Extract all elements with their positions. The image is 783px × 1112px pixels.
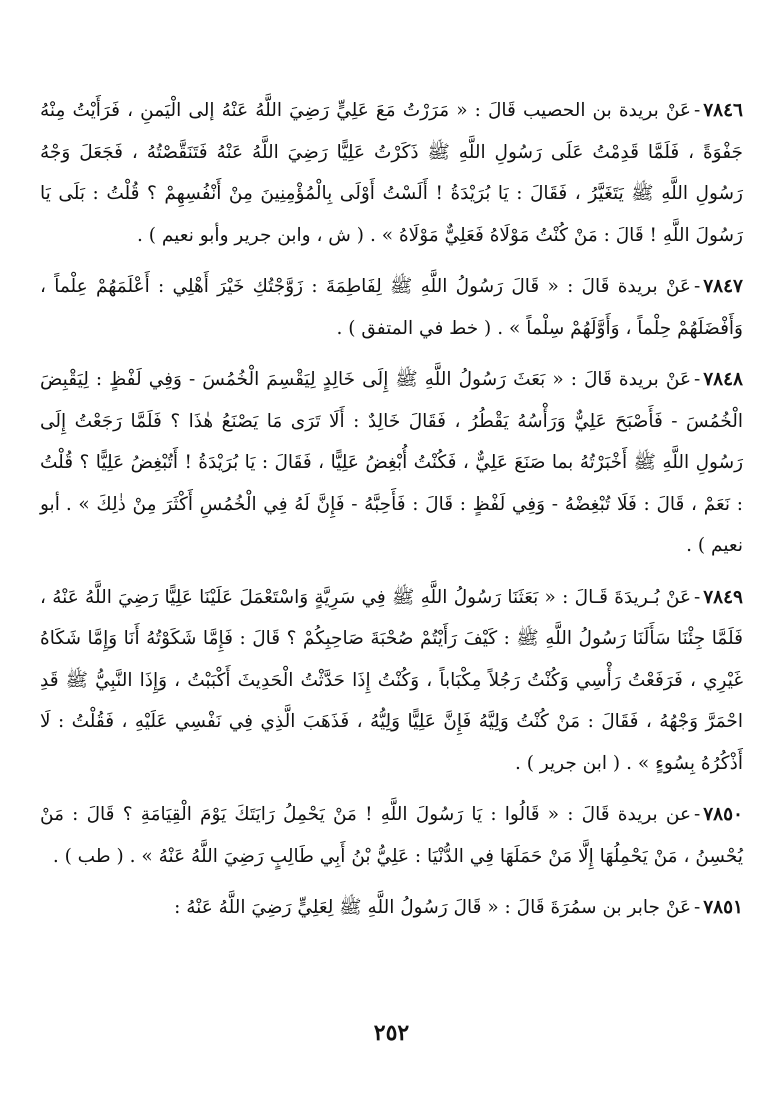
hadith-number: ٧٨٤٦ bbox=[703, 100, 743, 121]
hadith-7847 bbox=[40, 266, 743, 349]
hadith-number: ٧٨٤٨ bbox=[703, 369, 743, 390]
page-body bbox=[40, 90, 743, 939]
hadith-number: ٧٨٥١ bbox=[703, 897, 743, 918]
hadith-number: ٧٨٤٩ bbox=[703, 586, 743, 608]
dash-separator: - bbox=[693, 586, 701, 608]
hadith-number: ٧٨٥٠ bbox=[703, 804, 743, 825]
hadith-7849 bbox=[40, 577, 743, 785]
hadith-source: أبو نعيم ) . bbox=[40, 493, 743, 556]
dash-separator: - bbox=[693, 897, 701, 918]
page-number: ٢٥٢ bbox=[373, 1020, 410, 1046]
dash-separator: - bbox=[693, 100, 701, 121]
hadith-text: عَنْ جابر بن سمُرَةَ قَالَ : « قَالَ رَسُولُ اللَّهِ ﷺ لِعَلِيٍّ رَضِيَ اللَّهُ عَنْهُ : bbox=[174, 897, 691, 918]
hadith-source: ( طب ) . bbox=[52, 845, 124, 867]
hadith-text: عَنْ بريدة قَالَ : « قَالَ رَسُولُ اللَّهِ ﷺ لِفَاطِمَةَ : زَوَّجْتُكِ خَيْرَ أَهْلِي : أَعْلَمَهُمْ عِلْماً ، وَأَفْضَلَهُمْ حِلْماً ، وَأَوَّلَهُمْ سِلْماً » . bbox=[40, 276, 743, 339]
hadith-7848 bbox=[40, 359, 743, 567]
hadith-7850 bbox=[40, 794, 743, 877]
dash-separator: - bbox=[693, 369, 701, 390]
dash-separator: - bbox=[693, 804, 701, 825]
hadith-text: عن بريدة قَالَ : « قَالُوا : يَا رَسُولَ اللَّهِ ! مَنْ يَحْمِلُ رَايَتَكَ يَوْمَ الْقِيَامَةِ ؟ قَالَ : مَنْ يُحْسِنُ ، مَنْ يَحْمِلُهَا إِلَّا مَنْ حَمَلَهَا فِي الدُّنْيَا : عَلِيُّ بْنُ أَبِي طَالِبٍ رَضِيَ اللَّهُ عَنْهُ » . bbox=[40, 804, 743, 867]
hadith-text: عَنْ بريدة بن الحصيب قَالَ : « مَرَرْتُ مَعَ عَلِيٍّ رَضِيَ اللَّهُ عَنْهُ إلى الْيَمنِ ، فَرَأَيْتُ مِنْهُ جَفْوَةً ، فَلَمَّا قَدِمْتُ عَلَى رَسُولِ اللَّهِ ﷺ ذَكَرْتُ عَلِيًّا رَضِيَ اللَّهُ عَنْهُ فَتَنَقَّصْتُهُ ، فَجَعَلَ وَجْهُ رَسُولِ اللَّهِ ﷺ يَتَغَيَّرُ ، فَقَالَ : يَا بُرَيْدَةُ ! أَلَسْتُ أَوْلَى بِالْمُؤْمِنِينَ مِنْ أَنْفُسِهِمْ ؟ قُلْتُ : بَلَى يَا رَسُولَ اللَّهِ ! قَالَ : مَنْ كُنْتُ مَوْلَاهُ فَعَلِيٌّ مَوْلَاهُ » . bbox=[40, 100, 743, 246]
hadith-7851 bbox=[40, 887, 743, 929]
hadith-text: عَنْ بُـريدَةَ قَـالَ : « بَعَثَنَا رَسُولُ اللَّهِ ﷺ فِي سَرِيَّةٍ وَاسْتَعْمَلَ عَلَيْنَا عَلِيًّا رَضِيَ اللَّهُ عَنْهُ ، فَلَمَّا جِئْنَا سَأَلَنَا رَسُولُ اللَّهِ ﷺ : كَيْفَ رَأَيْتُمْ صُحْبَةَ صَاحِبِكُمْ ؟ قَالَ : فَإِمَّا شَكَوْتُهُ أَنَا وَإِمَّا شَكَاهُ غَيْرِي ، فَرَفَعْتُ رَأْسِي وَكُنْتُ رَجُلاً مِكْبَاباً ، وَكُنْتُ إِذَا حَدَّثْتُ الْحَدِيثَ أَكْبَبْتُ ، وَإِذَا النَّبِيُّ ﷺ قَدِ احْمَرَّ وَجْهُهُ ، فَقَالَ : مَنْ كُنْتُ وَلِيَّهُ فَإِنَّ عَلِيًّا وَلِيُّهُ ، فَذَهَبَ الَّذِي فِي نَفْسِي عَلَيْهِ ، فَقُلْتُ : لَا أَذْكُرُهُ بِسُوءٍ » . bbox=[40, 586, 743, 774]
hadith-source: ( خط في المتفق ) . bbox=[336, 317, 492, 339]
hadith-source: ( ابن جرير ) . bbox=[514, 752, 621, 774]
hadith-number: ٧٨٤٧ bbox=[703, 276, 743, 297]
hadith-source: ( ش ، وابن جرير وأبو نعيم ) . bbox=[137, 224, 364, 246]
hadith-text: عَنْ بريدة قَالَ : « بَعَثَ رَسُولُ اللَّهِ ﷺ إِلَى خَالِدٍ لِيَقْسِمَ الْخُمُسَ - وَفِي لَفْظٍ : لِيَقْبِضَ الْخُمُسَ - فَأَصْبَحَ عَلِيٌّ وَرَأْسُهُ يَقْطُرُ ، فَقَالَ خَالِدٌ : أَلَا تَرَى مَا يَصْنَعُ هٰذَا ؟ فَلَمَّا رَجَعْتُ إِلَى رَسُولِ اللَّهِ ﷺ أَخْبَرْتُهُ بما صَنَعَ عَلِيٌّ ، فَكُنْتُ أُبْغِضُ عَلِيًّا ، فَقَالَ : يَا بُرَيْدَةُ ! أَتُبْغِضُ عَلِيًّا ؟ قُلْتُ : نَعَمْ ، قَالَ : فَلَا تُبْغِضْهُ - وَفِي لَفْظٍ : قَالَ : فَأَحِبَّهُ - فَإِنَّ لَهُ فِي الْخُمُسِ أَكْثَرَ مِنْ ذٰلِكَ » . bbox=[40, 369, 743, 515]
dash-separator: - bbox=[693, 276, 701, 297]
hadith-7846 bbox=[40, 90, 743, 256]
